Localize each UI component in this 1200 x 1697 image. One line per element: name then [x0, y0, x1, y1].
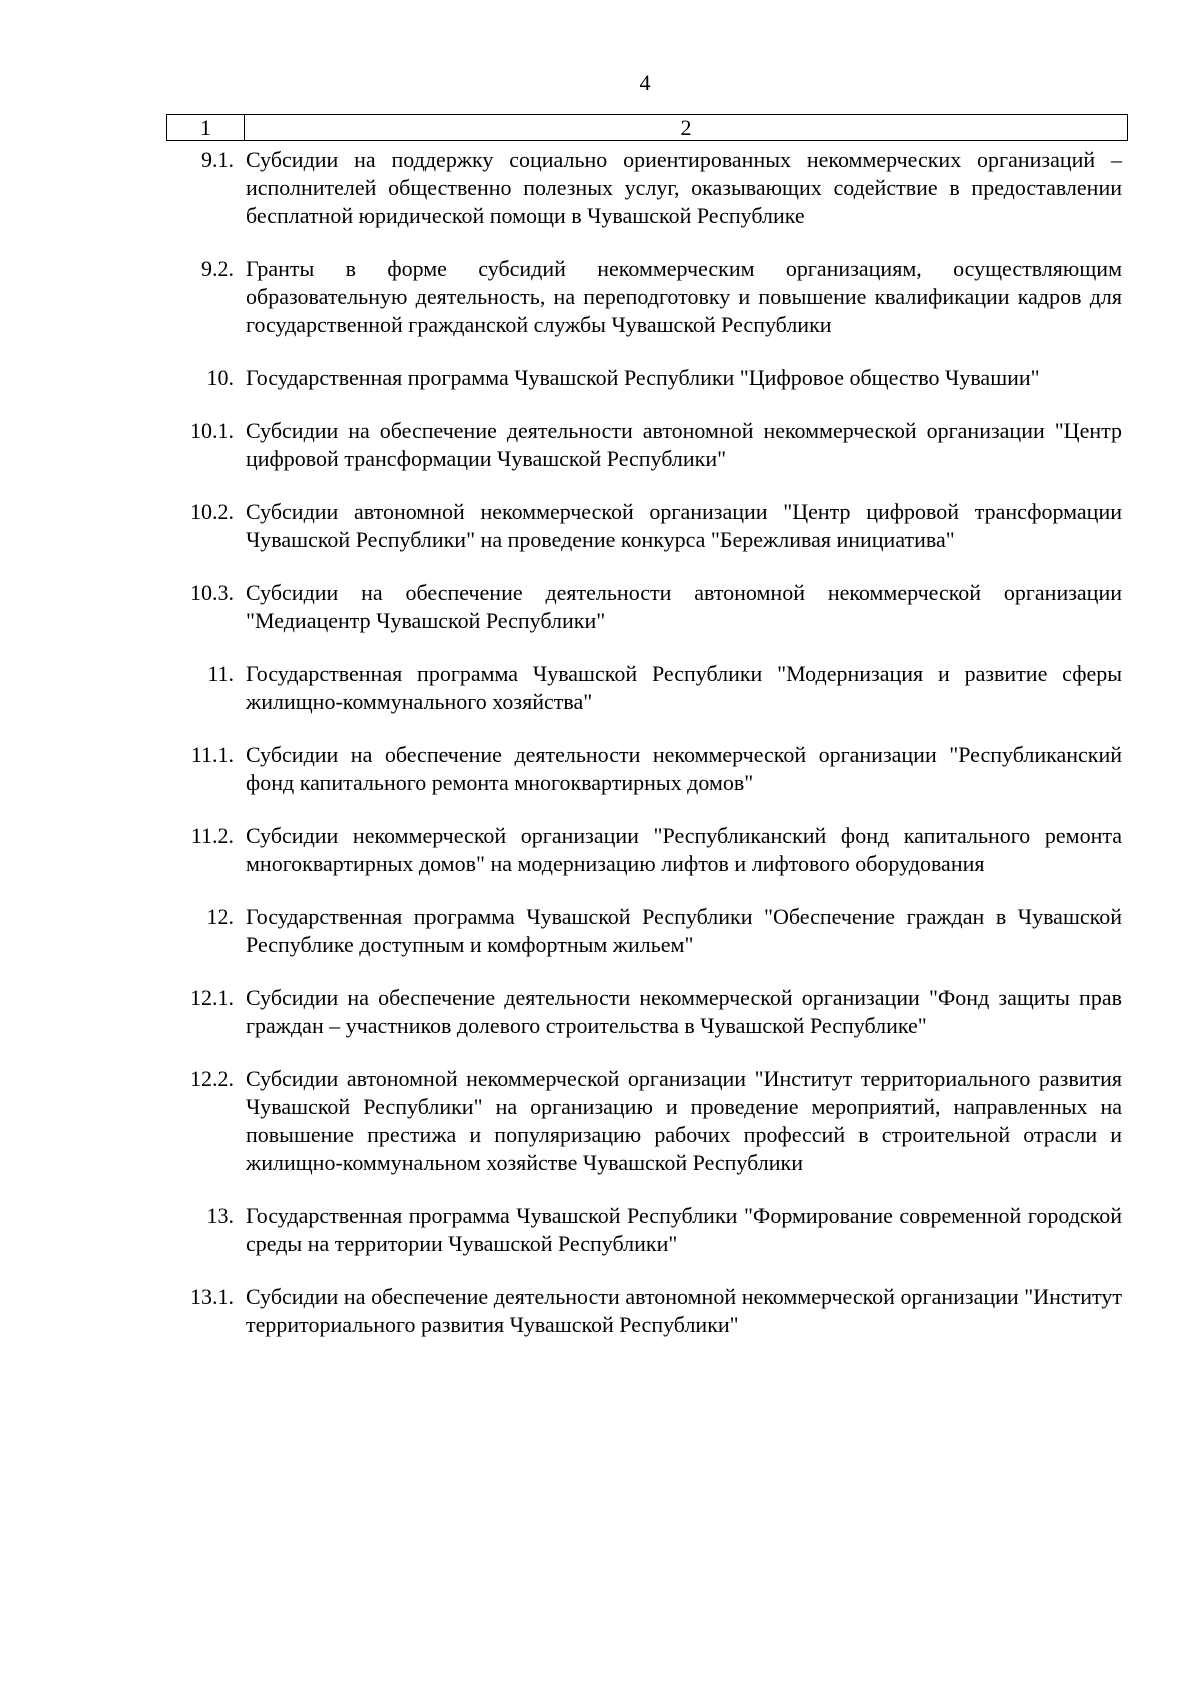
table-row	[166, 822, 1128, 878]
table-header-col-1: 1	[167, 115, 245, 140]
table-row	[166, 498, 1128, 554]
row-text: Государственная программа Чувашской Республики "Модернизация и развитие сферы жилищно-коммунального хозяйства"	[246, 661, 1122, 714]
row-number: 11.2.	[190, 823, 234, 848]
row-text: Субсидии автономной некоммерческой организации "Центр цифровой трансформации Чувашской Республики" на проведение конкурса "Бережливая инициатива"	[246, 499, 1122, 552]
table-row	[166, 255, 1128, 339]
table-row	[166, 579, 1128, 635]
row-text: Субсидии на обеспечение деятельности автономной некоммерческой организации "Медиацентр Чувашской Республики"	[246, 580, 1122, 633]
row-number: 10.2.	[190, 499, 234, 524]
row-text: Государственная программа Чувашской Республики "Формирование современной городской среды на территории Чувашской Республики"	[246, 1203, 1122, 1256]
row-number: 13.	[206, 1203, 234, 1228]
table-row	[166, 903, 1128, 959]
row-number: 12.2.	[190, 1066, 234, 1091]
table-row	[166, 364, 1128, 392]
row-number: 10.	[206, 365, 234, 390]
row-number: 10.1.	[190, 418, 234, 443]
table-row	[166, 660, 1128, 716]
table-row	[166, 146, 1128, 230]
table-row	[166, 984, 1128, 1040]
row-text: Субсидии автономной некоммерческой организации "Институт территориального развития Чувашской Республики" на организацию и проведение мероприятий, направленных на повышение престижа и популяризацию рабочих профессий в строительной отрасли и жилищно-коммунальном хозяйстве Чувашской Республики	[246, 1066, 1122, 1175]
table-row	[166, 1202, 1128, 1258]
row-number: 9.1.	[201, 147, 234, 172]
table-header	[166, 114, 1128, 141]
row-text: Субсидии на обеспечение деятельности автономной некоммерческой организации "Институт территориального развития Чувашской Республики"	[246, 1284, 1122, 1337]
table-row	[166, 417, 1128, 473]
table-header-col-2: 2	[680, 115, 692, 140]
row-text: Субсидии некоммерческой организации "Республиканский фонд капитального ремонта многоквартирных домов" на модернизацию лифтов и лифтового оборудования	[246, 823, 1122, 876]
row-number: 12.1.	[190, 985, 234, 1010]
row-number: 11.	[207, 661, 234, 686]
row-number: 12.	[206, 904, 234, 929]
row-number: 11.1.	[190, 742, 234, 767]
table-row	[166, 1283, 1128, 1339]
row-text: Государственная программа Чувашской Республики "Цифровое общество Чувашии"	[246, 365, 1040, 390]
row-text: Субсидии на обеспечение деятельности автономной некоммерческой организации "Центр цифровой трансформации Чувашской Республики"	[246, 418, 1122, 471]
row-text: Субсидии на обеспечение деятельности некоммерческой организации "Республиканский фонд капитального ремонта многоквартирных домов"	[246, 742, 1122, 795]
row-number: 9.2.	[201, 256, 234, 281]
table-row	[166, 1065, 1128, 1177]
row-text: Субсидии на обеспечение деятельности некоммерческой организации "Фонд защиты прав граждан – участников долевого строительства в Чувашской Республике"	[246, 985, 1122, 1038]
row-text: Государственная программа Чувашской Республики "Обеспечение граждан в Чувашской Республике доступным и комфортным жильем"	[246, 904, 1122, 957]
table-row	[166, 741, 1128, 797]
row-number: 10.3.	[190, 580, 234, 605]
page-number: 4	[639, 70, 651, 95]
row-number: 13.1.	[190, 1284, 234, 1309]
table-body	[166, 146, 1128, 1364]
row-text: Субсидии на поддержку социально ориентированных некоммерческих организаций – исполнителей общественно полезных услуг, оказывающих содействие в предоставлении бесплатной юридической помощи в Чувашской Республике	[246, 147, 1122, 228]
row-text: Гранты в форме субсидий некоммерческим организациям, осуществляющим образовательную деятельность, на переподготовку и повышение квалификации кадров для государственной гражданской службы Чувашской Республики	[246, 256, 1122, 337]
